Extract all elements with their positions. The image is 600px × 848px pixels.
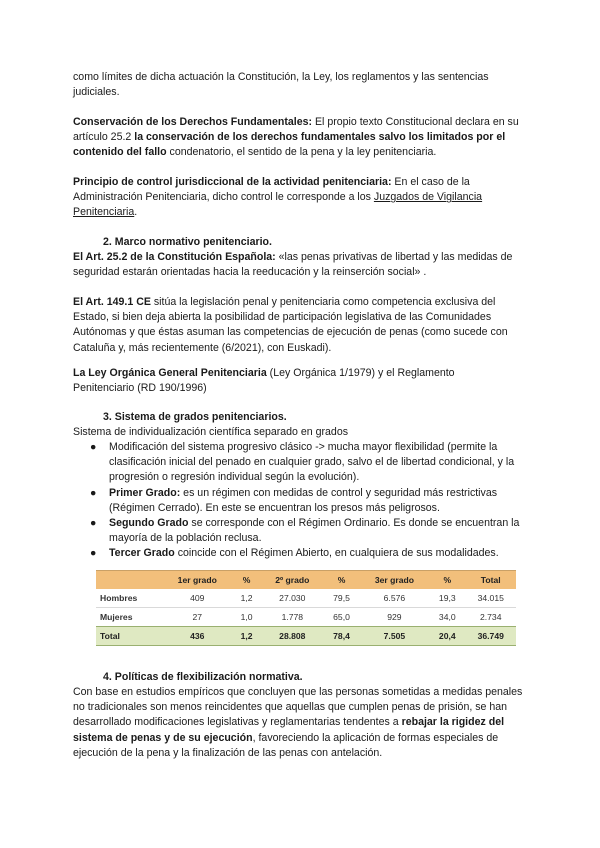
table-header-cell: 1er grado xyxy=(163,571,232,590)
list-item xyxy=(73,516,543,546)
bullet-icon: ● xyxy=(90,486,97,499)
table-header-cell: % xyxy=(232,571,261,590)
table-row xyxy=(96,589,516,608)
bold-term: la conservación de los derechos fundamentales salvo los limitados por el contenido del fallo xyxy=(73,131,506,159)
table-row xyxy=(96,608,516,627)
bold-term: Principio de control jurisdiccional de la actividad penitenciaria: xyxy=(73,176,392,188)
text-span: como límites de dicha actuación la Constitución, la Ley, los reglamentos y las sentencias xyxy=(73,71,489,83)
bold-term: La Ley Orgánica General Penitenciaria xyxy=(73,367,267,379)
text-span: El propio texto Constitucional declara en su artículo 25.2 xyxy=(73,116,519,144)
section-heading-4: 4. Políticas de flexibilización normativa. xyxy=(103,671,303,683)
bold-term: Tercer Grado xyxy=(109,547,175,560)
list-item xyxy=(73,440,543,486)
table-cell: 409 xyxy=(163,589,232,608)
table-cell: 2.734 xyxy=(465,608,516,627)
paragraph-limits xyxy=(73,70,535,100)
table-header-cell: Total xyxy=(465,571,516,590)
table-header-cell xyxy=(96,571,163,590)
table-cell: Total xyxy=(96,627,163,646)
table-cell: Mujeres xyxy=(96,608,163,627)
table-cell: 6.576 xyxy=(360,589,429,608)
paragraph-art-25-2 xyxy=(73,250,528,280)
table-header-cell: % xyxy=(323,571,359,590)
table-cell: 1,2 xyxy=(232,589,261,608)
table-cell: 929 xyxy=(360,608,429,627)
table-cell: 65,0 xyxy=(323,608,359,627)
underlined-term: Juzgados de Vigilancia Penitenciaria xyxy=(73,191,483,219)
text-span: sitúa la legislación penal y penitenciaria como competencia exclusiva del Estado, si bien deja abierta la posibilidad de participación legislativa de las Comunidades Autónomas y que éstas asuman las competencias de ejecución de penas (como sucede con Cataluña y, más recientemente (6/2021), con Euskadi). xyxy=(73,296,508,354)
list-item xyxy=(73,546,543,561)
table-cell: 7.505 xyxy=(360,627,429,646)
paragraph-jurisdictional-control xyxy=(73,175,525,221)
text-span: . xyxy=(134,206,138,219)
table-cell: 28.808 xyxy=(261,627,323,646)
text-span: se corresponde con el Régimen Ordinario. Es donde se encuentran la mayoría de la población reclusa. xyxy=(109,517,520,545)
grados-statistics-table xyxy=(96,570,516,646)
bold-term: Segundo Grado xyxy=(109,517,189,530)
table-cell: 1,2 xyxy=(232,627,261,646)
bold-term: El Art. 25.2 de la Constitución Española: xyxy=(73,251,276,263)
table-cell: Hombres xyxy=(96,589,163,608)
grados-bullet-list xyxy=(73,440,543,562)
table-cell: 36.749 xyxy=(465,627,516,646)
table-cell: 27 xyxy=(163,608,232,627)
text-span: Con base en estudios empíricos que concluyen que las personas sometidas a medidas penales no tradicionales son menos reincidentes que aquellas que cumplen penas de prisión, se han desarrollado modificaciones legislativas y reglamentarias tendentes a xyxy=(73,686,523,729)
table-cell: 34,0 xyxy=(429,608,465,627)
bold-term: Conservación de los Derechos Fundamentales: xyxy=(73,116,313,128)
bold-term: El Art. 149.1 CE xyxy=(73,296,151,308)
text-span: Modificación del sistema progresivo clásico -> mucha mayor flexibilidad (permite la clasificación inicial del penado en cualquier grado, salvo el de libertad condicional, y la progresión o regresión individual según la evolución). xyxy=(109,441,515,484)
bullet-icon: ● xyxy=(90,441,97,453)
text-span: coincide con el Régimen Abierto, en cualquiera de sus modalidades. xyxy=(174,547,499,560)
text-span: (Ley Orgánica 1/1979) y el Reglamento Penitenciario (RD 190/1996) xyxy=(73,367,455,395)
table-cell: 20,4 xyxy=(429,627,465,646)
table-header-cell: 3er grado xyxy=(360,571,429,590)
list-item xyxy=(73,486,543,516)
table-header-cell: 2º grado xyxy=(261,571,323,590)
paragraph-flexibilization xyxy=(73,685,535,761)
section-heading-3: 3. Sistema de grados penitenciarios. xyxy=(103,411,287,423)
table-total-row xyxy=(96,627,516,646)
text-span: judiciales. xyxy=(73,86,120,99)
table-cell: 27.030 xyxy=(261,589,323,608)
table-cell: 1,0 xyxy=(232,608,261,627)
bullet-icon: ● xyxy=(90,547,97,560)
paragraph-grados-intro: Sistema de individualización científica separado en grados xyxy=(73,426,349,438)
table-cell: 19,3 xyxy=(429,589,465,608)
paragraph-logp xyxy=(73,366,493,396)
bold-term: Primer Grado: xyxy=(109,486,181,499)
table-header-row xyxy=(96,571,516,590)
text-span: «las penas privativas de libertad y las medidas de seguridad estarán orientadas hacia la reeducación y la reinserción social» . xyxy=(73,251,513,279)
table-cell: 34.015 xyxy=(465,589,516,608)
table-cell: 79,5 xyxy=(323,589,359,608)
bold-term: rebajar la rigidez del sistema de penas y de su ejecución xyxy=(73,716,505,744)
table-cell: 1.778 xyxy=(261,608,323,627)
table-cell: 436 xyxy=(163,627,232,646)
text-span: es un régimen con medidas de control y seguridad más restrictivas (Régimen Cerrado). En este se encuentran los presos más peligrosos. xyxy=(109,486,498,514)
table-header-cell: % xyxy=(429,571,465,590)
section-heading-2: 2. Marco normativo penitenciario. xyxy=(103,236,272,248)
bullet-icon: ● xyxy=(90,517,97,530)
paragraph-art-149-1 xyxy=(73,295,533,356)
paragraph-fundamental-rights xyxy=(73,115,533,161)
text-span: En el caso de la Administración Penitenciaria, dicho control le corresponde a los xyxy=(73,176,470,204)
table-cell: 78,4 xyxy=(323,627,359,646)
text-span: condenatorio, el sentido de la pena y la ley penitenciaria. xyxy=(166,146,437,159)
text-span: , favoreciendo la aplicación de formas especiales de ejecución de la pena y la finalización de las penas con antelación. xyxy=(73,731,499,759)
